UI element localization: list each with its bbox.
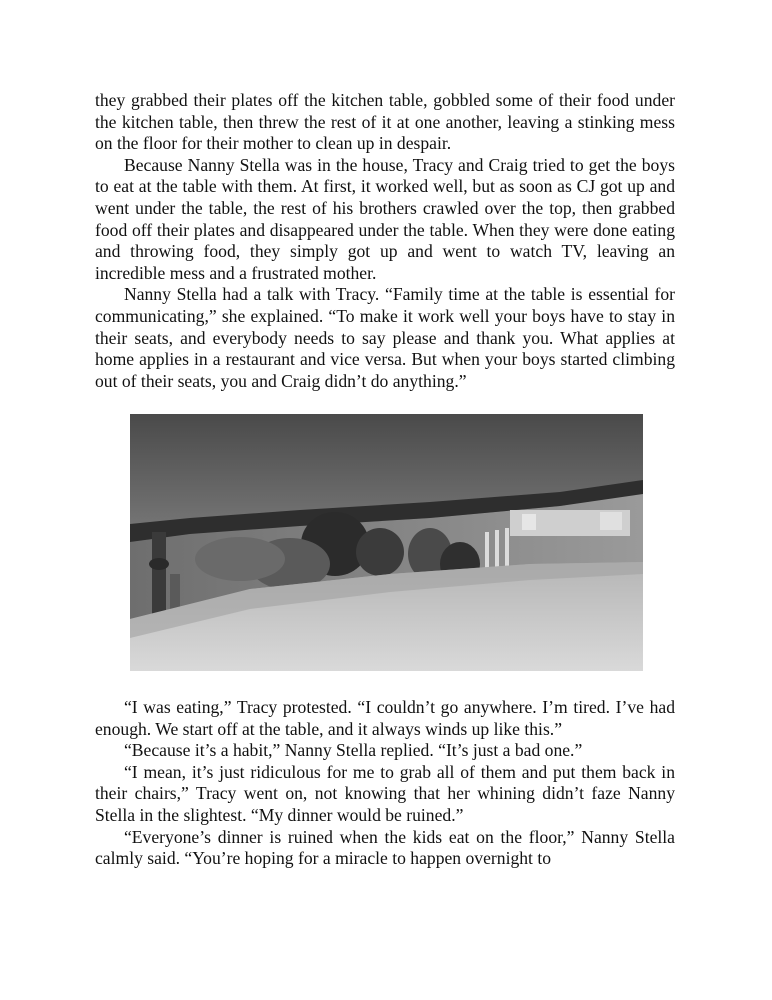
paragraph-6: “I mean, it’s just ridiculous for me to grab all of them and put them back in their chairs,” Tracy went on, not knowing that her whining didn’t faze Nanny Stella in the slightest. “My dinner would be ruined.” <box>95 761 675 825</box>
text-block-bottom <box>95 697 675 870</box>
paragraph-7: “Everyone’s dinner is ruined when the kids eat on the floor,” Nanny Stella calmly said. “You’re hoping for a miracle to happen overnight to <box>95 826 675 869</box>
paragraph-4: “I was eating,” Tracy protested. “I couldn’t go anywhere. I’m tired. I’ve had enough. We start off at the table, and it always winds up like this.” <box>95 697 675 739</box>
paragraph-2: Because Nanny Stella was in the house, Tracy and Craig tried to get the boys to eat at the table with them. At first, it worked well, but as soon as CJ got up and went under the table, the rest of his brothers crawled over the top, then grabbed food off their plates and disappeared under the table. When they were done eating and throwing food, they simply got up and went to watch TV, leaving an incredible mess and a frustrated mother. <box>95 154 675 283</box>
paragraph-3: Nanny Stella had a talk with Tracy. “Family time at the table is essential for communicating,” she explained. “To make it work well your boys have to stay in their seats, and everybody needs to say please and thank you. What applies at home applies in a restaurant and vice versa. But when your boys started climbing out of their seats, you and Craig didn’t do anything.” <box>95 284 675 391</box>
text-block-top <box>95 90 675 392</box>
under-table-photo <box>130 414 643 671</box>
photo-illustration <box>130 414 643 671</box>
paragraph-1: they grabbed their plates off the kitchen table, gobbled some of their food under the kitchen table, then threw the rest of it at one another, leaving a stinking mess on the floor for their mother to clean up in despair. <box>95 90 675 154</box>
paragraph-5: “Because it’s a habit,” Nanny Stella replied. “It’s just a bad one.” <box>124 740 583 761</box>
